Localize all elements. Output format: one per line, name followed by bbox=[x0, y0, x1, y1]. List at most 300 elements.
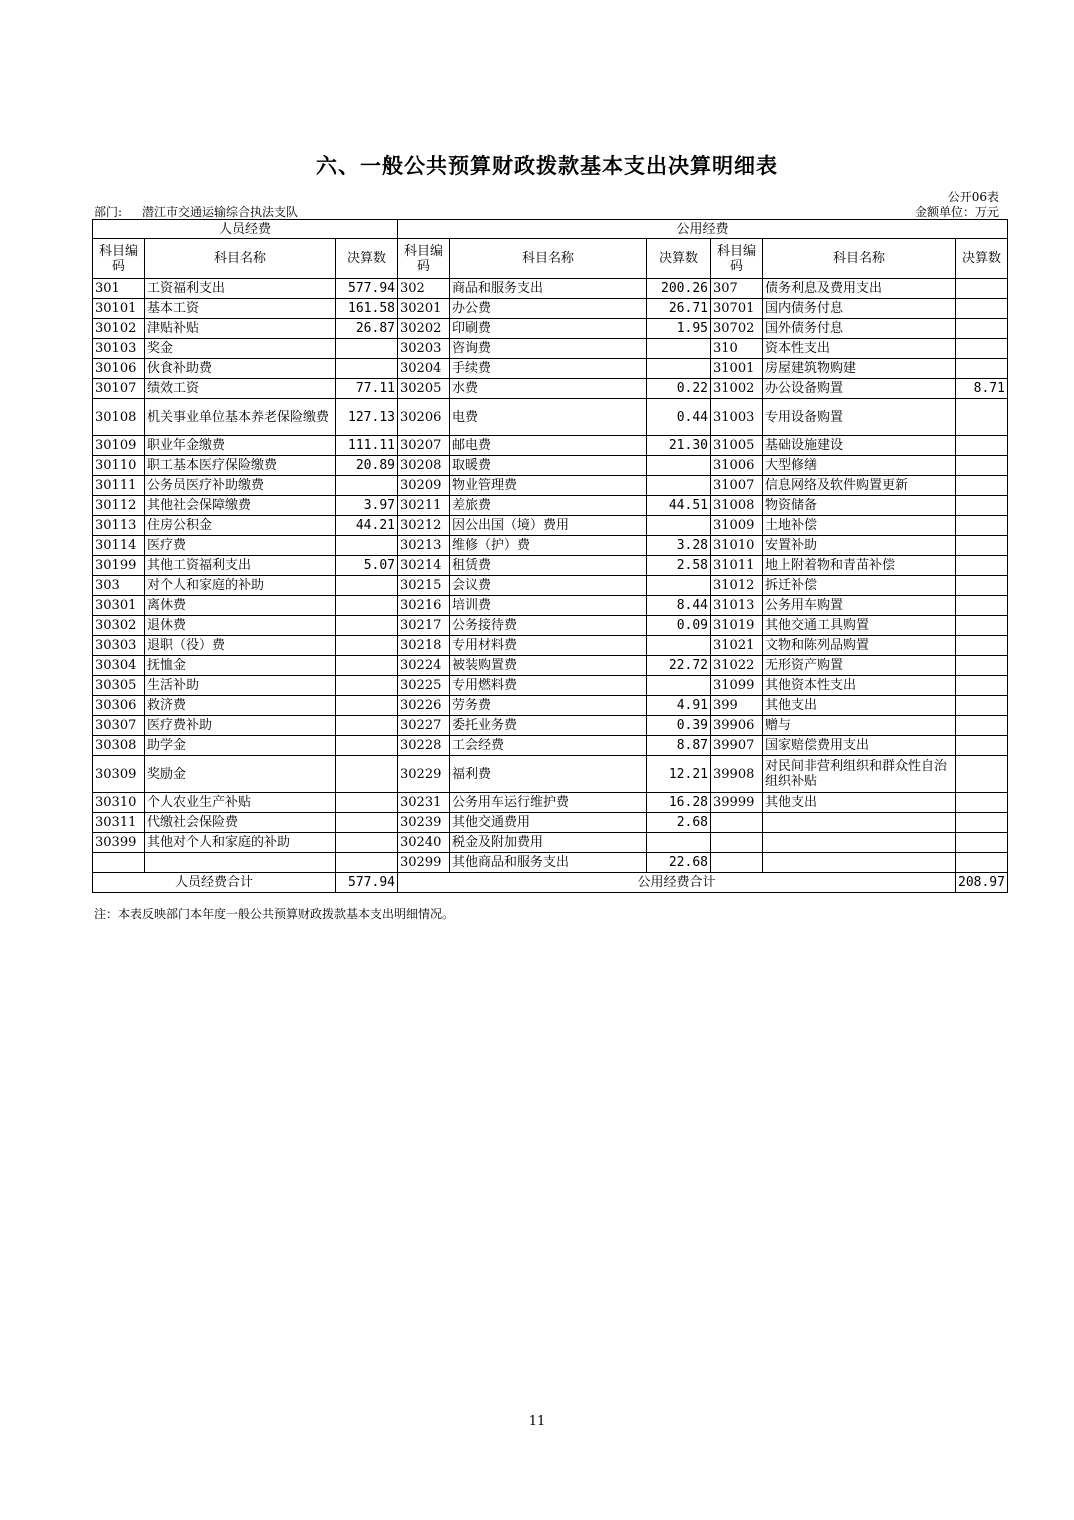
subject-code: 30211 bbox=[398, 496, 450, 516]
amount bbox=[336, 793, 398, 813]
subject-name bbox=[763, 813, 956, 833]
amount bbox=[956, 636, 1008, 656]
amount: 44.51 bbox=[647, 496, 711, 516]
subject-code: 30207 bbox=[398, 436, 450, 456]
amount bbox=[956, 536, 1008, 556]
amount: 0.09 bbox=[647, 616, 711, 636]
amount bbox=[647, 676, 711, 696]
subject-name: 物业管理费 bbox=[450, 476, 647, 496]
code-header: 科目编码 bbox=[93, 239, 145, 279]
subject-code: 39999 bbox=[711, 793, 763, 813]
table-row bbox=[93, 636, 1008, 656]
amount: 77.11 bbox=[336, 379, 398, 399]
amount bbox=[956, 476, 1008, 496]
subject-code: 39908 bbox=[711, 756, 763, 793]
subject-code: 30109 bbox=[93, 436, 145, 456]
subject-code: 30212 bbox=[398, 516, 450, 536]
subject-code: 30399 bbox=[93, 833, 145, 853]
amount: 111.11 bbox=[336, 436, 398, 456]
subject-code: 30306 bbox=[93, 696, 145, 716]
page-number: 11 bbox=[528, 1414, 546, 1429]
subject-name: 印刷费 bbox=[450, 319, 647, 339]
amount bbox=[956, 716, 1008, 736]
subject-code: 30113 bbox=[93, 516, 145, 536]
subject-name: 国内债务付息 bbox=[763, 299, 956, 319]
subject-name: 办公费 bbox=[450, 299, 647, 319]
table-row bbox=[93, 716, 1008, 736]
subject-code: 30204 bbox=[398, 359, 450, 379]
subject-code: 30217 bbox=[398, 616, 450, 636]
subject-name: 其他交通费用 bbox=[450, 813, 647, 833]
subject-name: 差旅费 bbox=[450, 496, 647, 516]
form-number: 公开06表 bbox=[947, 190, 999, 204]
table-row bbox=[93, 793, 1008, 813]
subject-name: 其他社会保障缴费 bbox=[145, 496, 336, 516]
subject-code: 31006 bbox=[711, 456, 763, 476]
personnel-header: 人员经费 bbox=[93, 220, 398, 239]
subject-code: 31021 bbox=[711, 636, 763, 656]
personnel-total-label: 人员经费合计 bbox=[93, 873, 336, 893]
name-header: 科目名称 bbox=[145, 239, 336, 279]
subject-name bbox=[145, 853, 336, 873]
table-row bbox=[93, 516, 1008, 536]
amount bbox=[956, 516, 1008, 536]
amount bbox=[956, 696, 1008, 716]
subject-name: 机关事业单位基本养老保险缴费 bbox=[145, 399, 336, 436]
subject-name: 债务利息及费用支出 bbox=[763, 279, 956, 299]
subject-name: 国外债务付息 bbox=[763, 319, 956, 339]
subject-name: 工会经费 bbox=[450, 736, 647, 756]
subject-name: 退休费 bbox=[145, 616, 336, 636]
amount: 22.68 bbox=[647, 853, 711, 873]
subject-name: 文物和陈列品购置 bbox=[763, 636, 956, 656]
amount bbox=[336, 813, 398, 833]
subject-name: 地上附着物和青苗补偿 bbox=[763, 556, 956, 576]
subject-code: 30224 bbox=[398, 656, 450, 676]
amount bbox=[956, 736, 1008, 756]
subject-code: 31009 bbox=[711, 516, 763, 536]
subject-name: 公务用车运行维护费 bbox=[450, 793, 647, 813]
subject-name: 商品和服务支出 bbox=[450, 279, 647, 299]
amount: 1.95 bbox=[647, 319, 711, 339]
amount bbox=[956, 456, 1008, 476]
subject-code: 30228 bbox=[398, 736, 450, 756]
amount: 26.87 bbox=[336, 319, 398, 339]
table-row bbox=[93, 813, 1008, 833]
code-header: 科目编码 bbox=[711, 239, 763, 279]
subject-code: 30203 bbox=[398, 339, 450, 359]
amount bbox=[956, 339, 1008, 359]
amount bbox=[956, 756, 1008, 793]
subject-name: 电费 bbox=[450, 399, 647, 436]
subject-code: 30304 bbox=[93, 656, 145, 676]
subject-name: 专用燃料费 bbox=[450, 676, 647, 696]
subject-code: 310 bbox=[711, 339, 763, 359]
subject-name: 赠与 bbox=[763, 716, 956, 736]
amount bbox=[336, 359, 398, 379]
amount bbox=[647, 339, 711, 359]
amount bbox=[956, 616, 1008, 636]
amount bbox=[336, 536, 398, 556]
subject-code: 302 bbox=[398, 279, 450, 299]
subject-code: 31012 bbox=[711, 576, 763, 596]
subject-code: 30299 bbox=[398, 853, 450, 873]
subject-name: 伙食补助费 bbox=[145, 359, 336, 379]
amount bbox=[647, 516, 711, 536]
subject-name: 福利费 bbox=[450, 756, 647, 793]
subject-name: 公务用车购置 bbox=[763, 596, 956, 616]
subject-name: 代缴社会保险费 bbox=[145, 813, 336, 833]
subject-code: 30227 bbox=[398, 716, 450, 736]
subject-code: 30199 bbox=[93, 556, 145, 576]
amount bbox=[956, 319, 1008, 339]
subject-code: 30202 bbox=[398, 319, 450, 339]
amount bbox=[956, 813, 1008, 833]
subject-name: 公务接待费 bbox=[450, 616, 647, 636]
subject-code: 30114 bbox=[93, 536, 145, 556]
amount: 21.30 bbox=[647, 436, 711, 456]
subject-code: 31022 bbox=[711, 656, 763, 676]
subject-code: 31008 bbox=[711, 496, 763, 516]
amount bbox=[956, 399, 1008, 436]
subject-code: 30231 bbox=[398, 793, 450, 813]
subject-code: 30205 bbox=[398, 379, 450, 399]
subject-name: 个人农业生产补贴 bbox=[145, 793, 336, 813]
subject-code: 303 bbox=[93, 576, 145, 596]
subject-name: 拆迁补偿 bbox=[763, 576, 956, 596]
subject-name: 被装购置费 bbox=[450, 656, 647, 676]
amount bbox=[956, 299, 1008, 319]
amount-header: 决算数 bbox=[956, 239, 1008, 279]
table-row bbox=[93, 833, 1008, 853]
group-header-row bbox=[93, 220, 1008, 239]
amount bbox=[336, 596, 398, 616]
subject-name: 津贴补贴 bbox=[145, 319, 336, 339]
subject-code: 30103 bbox=[93, 339, 145, 359]
subject-code: 30206 bbox=[398, 399, 450, 436]
subject-code: 30215 bbox=[398, 576, 450, 596]
subject-name: 培训费 bbox=[450, 596, 647, 616]
subject-code: 31001 bbox=[711, 359, 763, 379]
totals-row bbox=[93, 873, 1008, 893]
subject-code: 30307 bbox=[93, 716, 145, 736]
subject-code: 30214 bbox=[398, 556, 450, 576]
table-row bbox=[93, 756, 1008, 793]
subject-code: 31005 bbox=[711, 436, 763, 456]
subject-code: 30701 bbox=[711, 299, 763, 319]
subject-code: 39906 bbox=[711, 716, 763, 736]
subject-name: 取暖费 bbox=[450, 456, 647, 476]
footnote: 注：本表反映部门本年度一般公共预算财政拨款基本支出明细情况。 bbox=[94, 907, 455, 921]
table-row bbox=[93, 596, 1008, 616]
subject-name: 安置补助 bbox=[763, 536, 956, 556]
subject-name: 对个人和家庭的补助 bbox=[145, 576, 336, 596]
subject-code: 31011 bbox=[711, 556, 763, 576]
subject-code: 30107 bbox=[93, 379, 145, 399]
table-row bbox=[93, 379, 1008, 399]
table-row bbox=[93, 536, 1008, 556]
subject-name: 维修（护）费 bbox=[450, 536, 647, 556]
subject-code: 30309 bbox=[93, 756, 145, 793]
subject-name: 职工基本医疗保险缴费 bbox=[145, 456, 336, 476]
subject-name: 绩效工资 bbox=[145, 379, 336, 399]
amount bbox=[956, 676, 1008, 696]
amount bbox=[956, 556, 1008, 576]
subject-code: 31003 bbox=[711, 399, 763, 436]
subject-name: 其他交通工具购置 bbox=[763, 616, 956, 636]
table-row bbox=[93, 853, 1008, 873]
subject-name: 奖金 bbox=[145, 339, 336, 359]
subject-code: 30240 bbox=[398, 833, 450, 853]
subject-code: 31007 bbox=[711, 476, 763, 496]
amount: 44.21 bbox=[336, 516, 398, 536]
subject-code: 30305 bbox=[93, 676, 145, 696]
amount bbox=[336, 736, 398, 756]
amount: 200.26 bbox=[647, 279, 711, 299]
amount bbox=[647, 456, 711, 476]
subject-name: 退职（役）费 bbox=[145, 636, 336, 656]
amount bbox=[336, 756, 398, 793]
amount bbox=[336, 676, 398, 696]
subject-code: 307 bbox=[711, 279, 763, 299]
subject-name: 专用材料费 bbox=[450, 636, 647, 656]
subject-code: 30229 bbox=[398, 756, 450, 793]
expenditure-table bbox=[92, 219, 1008, 893]
amount: 8.71 bbox=[956, 379, 1008, 399]
subject-code: 31002 bbox=[711, 379, 763, 399]
code-header: 科目编码 bbox=[398, 239, 450, 279]
amount bbox=[647, 576, 711, 596]
subject-code bbox=[711, 833, 763, 853]
subject-code: 30301 bbox=[93, 596, 145, 616]
table-row bbox=[93, 736, 1008, 756]
subject-name: 基本工资 bbox=[145, 299, 336, 319]
subject-name: 基础设施建设 bbox=[763, 436, 956, 456]
subject-name bbox=[763, 833, 956, 853]
subject-code: 30225 bbox=[398, 676, 450, 696]
department-name: 潜江市交通运输综合执法支队 bbox=[142, 205, 299, 219]
name-header: 科目名称 bbox=[450, 239, 647, 279]
table-row bbox=[93, 359, 1008, 379]
subject-code bbox=[711, 813, 763, 833]
amount: 26.71 bbox=[647, 299, 711, 319]
amount: 12.21 bbox=[647, 756, 711, 793]
subject-name: 大型修缮 bbox=[763, 456, 956, 476]
subject-code: 30111 bbox=[93, 476, 145, 496]
subject-code: 301 bbox=[93, 279, 145, 299]
amount bbox=[956, 853, 1008, 873]
subject-name: 土地补偿 bbox=[763, 516, 956, 536]
subject-name: 咨询费 bbox=[450, 339, 647, 359]
name-header: 科目名称 bbox=[763, 239, 956, 279]
column-header-row bbox=[93, 239, 1008, 279]
subject-name: 资本性支出 bbox=[763, 339, 956, 359]
subject-code: 30101 bbox=[93, 299, 145, 319]
subject-name: 委托业务费 bbox=[450, 716, 647, 736]
subject-name: 工资福利支出 bbox=[145, 279, 336, 299]
subject-code: 399 bbox=[711, 696, 763, 716]
amount: 161.58 bbox=[336, 299, 398, 319]
table-row bbox=[93, 399, 1008, 436]
subject-name: 劳务费 bbox=[450, 696, 647, 716]
page-title: 六、一般公共预算财政拨款基本支出决算明细表 bbox=[316, 154, 778, 178]
subject-code: 30308 bbox=[93, 736, 145, 756]
subject-name: 国家赔偿费用支出 bbox=[763, 736, 956, 756]
amount: 577.94 bbox=[336, 279, 398, 299]
subject-name: 其他支出 bbox=[763, 696, 956, 716]
subject-code bbox=[93, 853, 145, 873]
amount bbox=[956, 793, 1008, 813]
subject-name: 专用设备购置 bbox=[763, 399, 956, 436]
subject-code: 30311 bbox=[93, 813, 145, 833]
amount: 5.07 bbox=[336, 556, 398, 576]
table-row bbox=[93, 616, 1008, 636]
amount bbox=[336, 339, 398, 359]
subject-name: 手续费 bbox=[450, 359, 647, 379]
amount: 0.39 bbox=[647, 716, 711, 736]
subject-name: 职业年金缴费 bbox=[145, 436, 336, 456]
subject-name: 房屋建筑物购建 bbox=[763, 359, 956, 379]
amount: 0.44 bbox=[647, 399, 711, 436]
subject-code: 30303 bbox=[93, 636, 145, 656]
subject-name: 税金及附加费用 bbox=[450, 833, 647, 853]
amount bbox=[956, 496, 1008, 516]
amount bbox=[956, 656, 1008, 676]
amount bbox=[647, 359, 711, 379]
table-row bbox=[93, 656, 1008, 676]
table-row bbox=[93, 496, 1008, 516]
subject-name: 医疗费 bbox=[145, 536, 336, 556]
amount bbox=[336, 833, 398, 853]
subject-name: 医疗费补助 bbox=[145, 716, 336, 736]
subject-code: 30310 bbox=[93, 793, 145, 813]
amount bbox=[336, 656, 398, 676]
table-row bbox=[93, 299, 1008, 319]
subject-name: 因公出国（境）费用 bbox=[450, 516, 647, 536]
subject-name: 租赁费 bbox=[450, 556, 647, 576]
amount bbox=[956, 359, 1008, 379]
amount bbox=[336, 696, 398, 716]
amount bbox=[336, 576, 398, 596]
subject-name: 办公设备购置 bbox=[763, 379, 956, 399]
amount bbox=[647, 833, 711, 853]
subject-code: 30239 bbox=[398, 813, 450, 833]
amount: 22.72 bbox=[647, 656, 711, 676]
amount: 2.58 bbox=[647, 556, 711, 576]
subject-code bbox=[711, 853, 763, 873]
amount bbox=[956, 576, 1008, 596]
amount bbox=[336, 853, 398, 873]
table-row bbox=[93, 279, 1008, 299]
amount bbox=[336, 716, 398, 736]
amount-header: 决算数 bbox=[647, 239, 711, 279]
amount: 8.87 bbox=[647, 736, 711, 756]
subject-code: 30213 bbox=[398, 536, 450, 556]
table-row bbox=[93, 556, 1008, 576]
subject-code: 31099 bbox=[711, 676, 763, 696]
amount-unit: 金额单位：万元 bbox=[914, 205, 999, 219]
amount: 20.89 bbox=[336, 456, 398, 476]
subject-name: 奖励金 bbox=[145, 756, 336, 793]
subject-code: 30102 bbox=[93, 319, 145, 339]
subject-name: 其他支出 bbox=[763, 793, 956, 813]
amount bbox=[956, 279, 1008, 299]
amount bbox=[956, 596, 1008, 616]
subject-name bbox=[763, 853, 956, 873]
amount bbox=[336, 636, 398, 656]
subject-name: 生活补助 bbox=[145, 676, 336, 696]
subject-name: 公务员医疗补助缴费 bbox=[145, 476, 336, 496]
amount bbox=[647, 636, 711, 656]
subject-name: 邮电费 bbox=[450, 436, 647, 456]
subject-code: 39907 bbox=[711, 736, 763, 756]
amount bbox=[647, 476, 711, 496]
department-label: 部门: bbox=[94, 205, 123, 219]
table-row bbox=[93, 676, 1008, 696]
amount bbox=[956, 436, 1008, 456]
department-line bbox=[94, 203, 298, 220]
subject-code: 30112 bbox=[93, 496, 145, 516]
subject-name: 抚恤金 bbox=[145, 656, 336, 676]
public-total-value: 208.97 bbox=[956, 873, 1008, 893]
table-row bbox=[93, 456, 1008, 476]
subject-code: 30108 bbox=[93, 399, 145, 436]
subject-name: 无形资产购置 bbox=[763, 656, 956, 676]
subject-name: 对民间非营利组织和群众性自治组织补贴 bbox=[763, 756, 956, 793]
amount: 0.22 bbox=[647, 379, 711, 399]
subject-name: 其他对个人和家庭的补助 bbox=[145, 833, 336, 853]
subject-name: 水费 bbox=[450, 379, 647, 399]
subject-name: 会议费 bbox=[450, 576, 647, 596]
subject-code: 30218 bbox=[398, 636, 450, 656]
subject-code: 31010 bbox=[711, 536, 763, 556]
amount: 3.97 bbox=[336, 496, 398, 516]
subject-code: 30106 bbox=[93, 359, 145, 379]
amount: 16.28 bbox=[647, 793, 711, 813]
amount: 3.28 bbox=[647, 536, 711, 556]
amount bbox=[336, 476, 398, 496]
subject-code: 30216 bbox=[398, 596, 450, 616]
table-row bbox=[93, 476, 1008, 496]
subject-name: 信息网络及软件购置更新 bbox=[763, 476, 956, 496]
subject-name: 助学金 bbox=[145, 736, 336, 756]
subject-name: 住房公积金 bbox=[145, 516, 336, 536]
amount: 4.91 bbox=[647, 696, 711, 716]
subject-name: 救济费 bbox=[145, 696, 336, 716]
subject-code: 30302 bbox=[93, 616, 145, 636]
personnel-total-value: 577.94 bbox=[336, 873, 398, 893]
subject-name: 其他资本性支出 bbox=[763, 676, 956, 696]
subject-code: 30110 bbox=[93, 456, 145, 476]
table-row bbox=[93, 339, 1008, 359]
amount: 2.68 bbox=[647, 813, 711, 833]
table-row bbox=[93, 436, 1008, 456]
public-header: 公用经费 bbox=[398, 220, 1008, 239]
subject-name: 其他商品和服务支出 bbox=[450, 853, 647, 873]
subject-name: 其他工资福利支出 bbox=[145, 556, 336, 576]
subject-code: 30201 bbox=[398, 299, 450, 319]
subject-code: 30226 bbox=[398, 696, 450, 716]
subject-code: 31013 bbox=[711, 596, 763, 616]
amount bbox=[336, 616, 398, 636]
subject-name: 离休费 bbox=[145, 596, 336, 616]
amount: 127.13 bbox=[336, 399, 398, 436]
table-row bbox=[93, 576, 1008, 596]
subject-code: 30209 bbox=[398, 476, 450, 496]
subject-name: 物资储备 bbox=[763, 496, 956, 516]
table-row bbox=[93, 319, 1008, 339]
subject-code: 31019 bbox=[711, 616, 763, 636]
